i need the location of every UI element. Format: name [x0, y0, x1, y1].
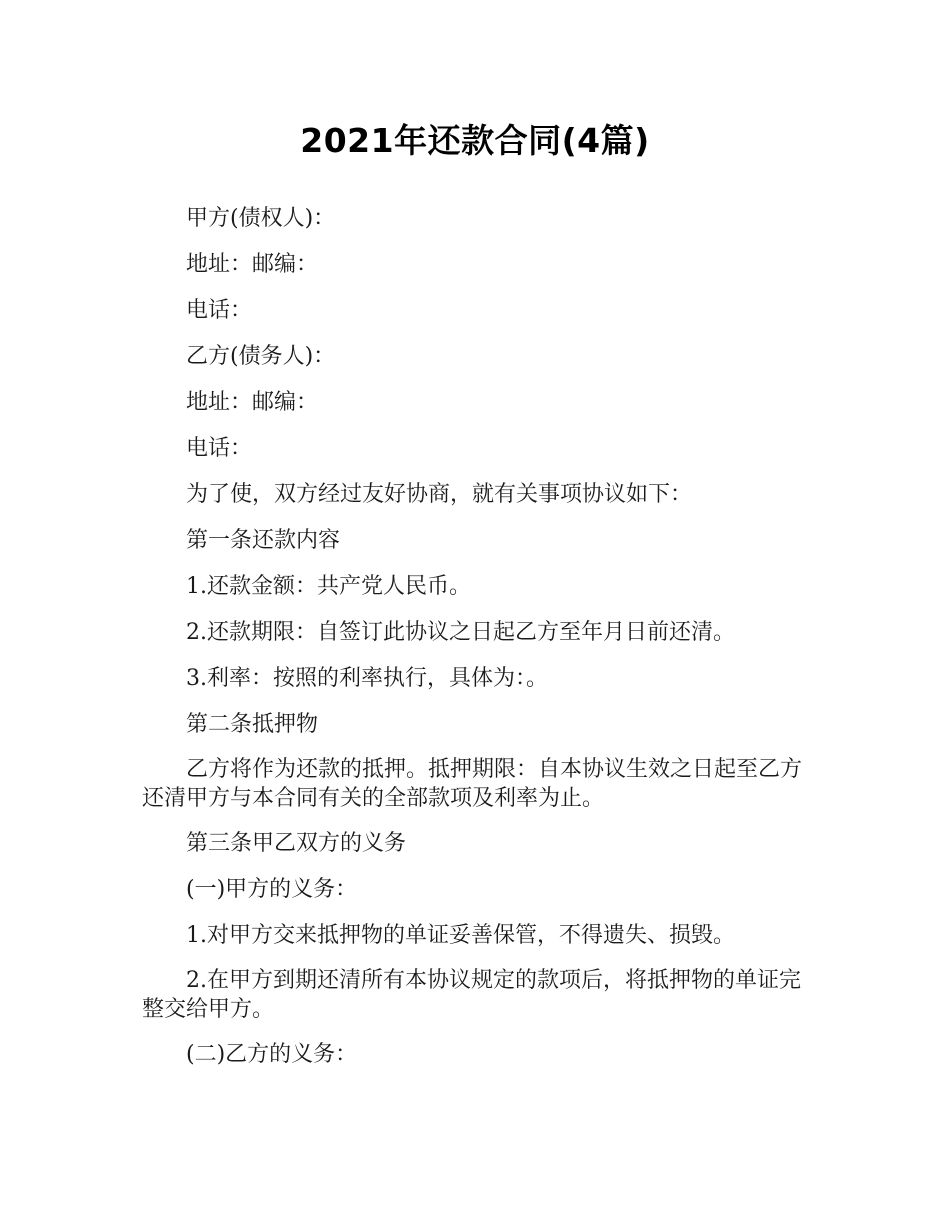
party-b-phone: 电话： [186, 436, 253, 461]
article-1-item-3: 3.利率：按照的利率执行，具体为：。 [186, 666, 548, 691]
party-a-duty-1: 1.对甲方交来抵押物的单证妥善保管，不得遗失、损毁。 [186, 923, 735, 948]
party-a-duties-heading: (一)甲方的义务： [186, 877, 358, 902]
party-b-duties-heading: (二)乙方的义务： [186, 1042, 358, 1067]
article-2-heading: 第二条抵押物 [186, 712, 319, 737]
article-1-item-1: 1.还款金额：共产党人民币。 [186, 574, 471, 599]
document-title: 2021年还款合同(4篇) [300, 121, 650, 160]
article-2-body: 乙方将作为还款的抵押。抵押期限：自本协议生效之日起至乙方还清甲方与本合同有关的全部款项及利率为止。 [142, 757, 803, 811]
party-a-address: 地址：邮编： [186, 252, 319, 277]
agreement-preamble: 为了使，双方经过友好协商，就有关事项协议如下： [186, 482, 693, 507]
article-1-item-2: 2.还款期限：自签订此协议之日起乙方至年月日前还清。 [186, 620, 735, 645]
article-1-heading: 第一条还款内容 [186, 528, 341, 553]
party-b-label: 乙方(债务人)： [186, 344, 336, 369]
party-a-label: 甲方(债权人)： [186, 206, 336, 231]
party-a-duty-2: 2.在甲方到期还清所有本协议规定的款项后，将抵押物的单证完整交给甲方。 [142, 968, 801, 1022]
article-3-heading: 第三条甲乙双方的义务 [186, 831, 407, 856]
document-body [142, 196, 808, 1078]
party-a-phone: 电话： [186, 298, 253, 323]
party-b-address: 地址：邮编： [186, 390, 319, 415]
